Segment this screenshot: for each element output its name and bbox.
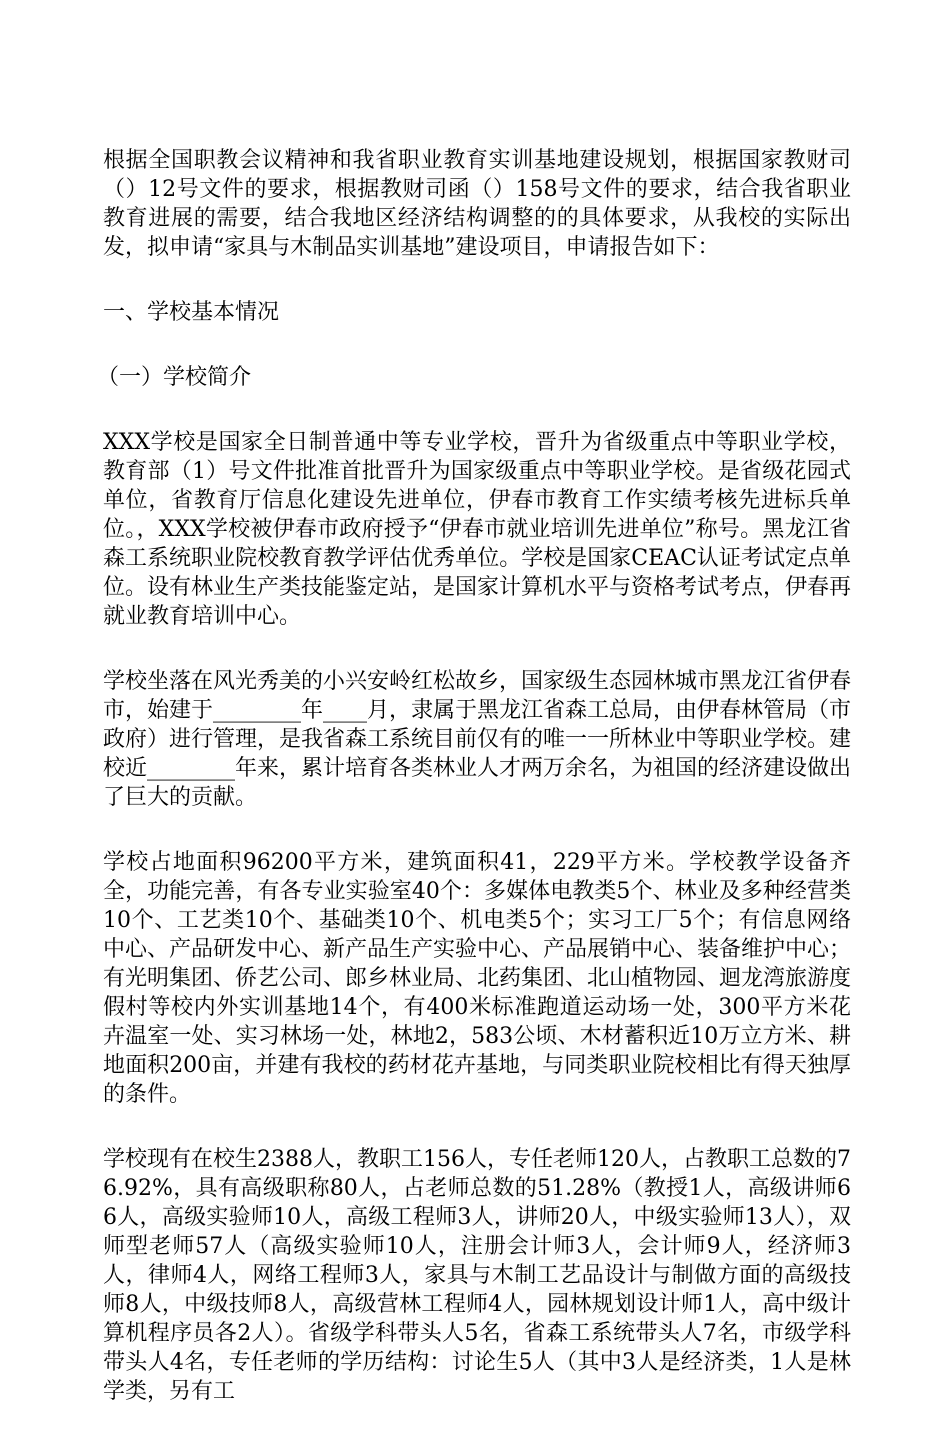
school-facilities-paragraph: 学校占地面积96200平方米，建筑面积41，229平方米。学校教学设备齐全，功能完善，有各专业实验室40个：多媒体电教类5个、林业及多种经营类10个、工艺类10个、基础类10个、机电类5个；实习工厂5个；有信息网络中心、产品研发中心、新产品生产实验中心、产品展销中心、装备维护中心；有光明集团、侨艺公司、郎乡林业局、北药集团、北山植物园、迴龙湾旅游度假村等校内外实训基地14个，有400米标准跑道运动场一处，300平方米花卉温室一处、实习林场一处，林地2，583公顷、木材蓄积近10万立方米、耕地面积200亩，并建有我校的药材花卉基地，与同类职业院校相比有得天独厚的条件。 [103,850,852,1107]
school-intro-paragraph: XXX学校是国家全日制普通中等专业学校，晋升为省级重点中等职业学校，教育部（1）号文件批准首批晋升为国家级重点中等职业学校。是省级花园式单位，省教育厅信息化建设先进单位，伊春市教育工作实绩考核先进标兵单位。，XXX学校被伊春市政府授予“伊春市就业培训先进单位”称号。黑龙江省森工系统职业院校教育教学评估优秀单位。学校是国家CEAC认证考试定点单位。设有林业生产类技能鉴定站，是国家计算机水平与资格考试考点，伊春再就业教育培训中心。 [103,430,852,629]
school-staff-paragraph: 学校现有在校生2388人，教职工156人，专任老师120人，占教职工总数的76.92%，具有高级职称80人，占老师总数的51.28%（教授1人，高级讲师66人，高级实验师10人，高级工程师3人，讲师20人，中级实验师13人），双师型老师57人（高级实验师10人，注册会计师3人，会计师9人，经济师3人，律师4人，网络工程师3人，家具与木制工艺品设计与制做方面的高级技师8人，中级技师8人，高级营林工程师4人，园林规划设计师1人，高中级计算机程序员各2人）。省级学科带头人5名，省森工系统带头人7名，市级学科带头人4名，专任老师的学历结构：讨论生5人（其中3人是经济类，1人是林学类，另有工 [103,1147,851,1404]
section-heading: 一、学校基本情况 [103,300,280,325]
document-page [97,146,852,1442]
subsection-heading: （一）学校简介 [97,365,252,390]
intro-paragraph: 根据全国职教会议精神和我省职业教育实训基地建设规划，根据国家教财司（）12号文件的要求，根据教财司函（）158号文件的要求，结合我省职业教育进展的需要，结合我地区经济结构调整的的具体要求，从我校的实际出发，拟申请“家具与木制品实训基地”建设项目，申请报告如下： [103,148,851,260]
school-location-paragraph: 学校坐落在风光秀美的小兴安岭红松故乡，国家级生态园林城市黑龙江省伊春市，始建于________年____月，隶属于黑龙江省森工总局，由伊春林管局（市政府）进行管理，是我省森工系统目前仅有的唯一一所林业中等职业学校。建校近________年来，累计培育各类林业人才两万余名，为祖国的经济建设做出了巨大的贡献。 [103,669,852,810]
